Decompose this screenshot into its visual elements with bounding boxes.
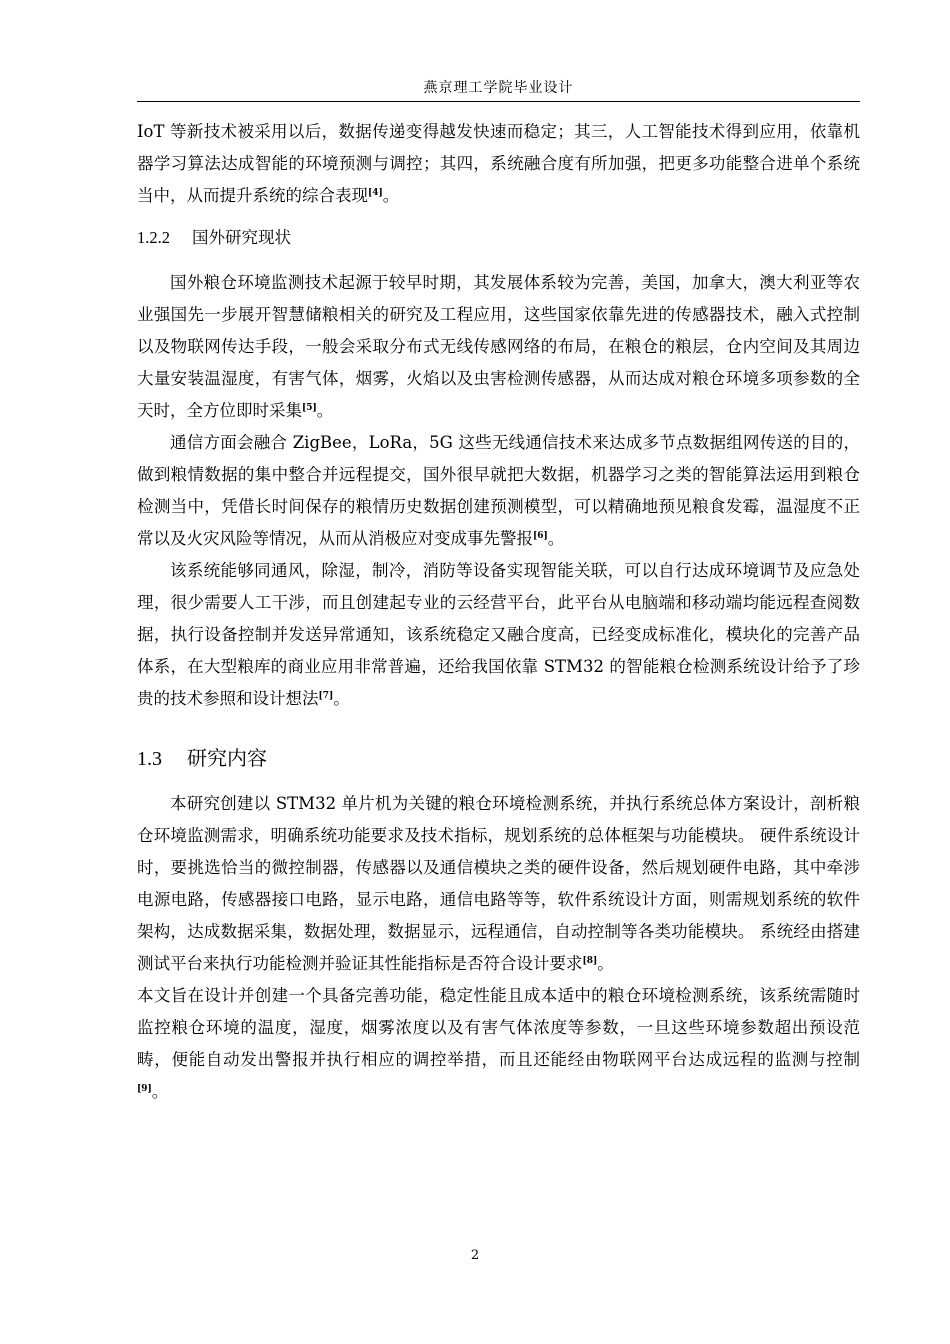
paragraph-text: IoT 等新技术被采用以后，数据传递变得越发快速而稳定；其三，人工智能技术得到应用，依靠机器学习算法达成智能的环境预测与调控；其四，系统融合度有所加强，把更多功能整合进单个系统当中，从而提升系统的综合表现 [137, 122, 860, 205]
paragraph-text: 该系统能够同通风，除湿，制冷，消防等设备实现智能关联，可以自行达成环境调节及应急处理，很少需要人工干涉，而且创建起专业的云经营平台，此平台从电脑端和移动端均能远程查阅数据，执行设备控制并发送异常通知，该系统稳定又融合度高，已经变成标准化，模块化的完善产品体系，在大型粮库的商业应用非常普遍，还给我国依靠 STM32 的智能粮仓检测系统设计给予了珍贵的技术参照和设计想法 [137, 561, 860, 708]
paragraph-end: 。 [316, 401, 334, 420]
paragraph-end: 。 [382, 186, 400, 205]
page-header: 燕京理工学院毕业设计 [423, 80, 574, 96]
citation: [4] [368, 188, 383, 198]
citation: [6] [533, 531, 548, 541]
paragraph [137, 555, 860, 715]
header-divider [137, 101, 860, 102]
paragraph-text: 本文旨在设计并创建一个具备完善功能，稳定性能且成本适中的粮仓环境检测系统，该系统需随时监控粮仓环境的温度，湿度，烟雾浓度以及有害气体浓度等参数，一旦这些环境参数超出预设范畴，便能自动发出警报并执行相应的调控举措，而且还能经由物联网平台达成远程的监测与控制 [137, 986, 860, 1069]
paragraph-end: 。 [333, 689, 350, 708]
section-title: 研究内容 [187, 746, 267, 770]
page-number: 2 [470, 1248, 480, 1263]
paragraph-end: 。 [597, 954, 614, 973]
paragraph [137, 788, 860, 980]
section-number: 1.3 [137, 748, 162, 770]
section-heading-1-3 [137, 743, 860, 774]
document-body [137, 116, 860, 1108]
section-heading-1-2-2 [137, 226, 860, 250]
paragraph [137, 427, 860, 555]
section-number: 1.2.2 [137, 228, 170, 247]
section-title: 国外研究现状 [192, 228, 291, 247]
citation: [9] [137, 1084, 152, 1094]
paragraph-end: 。 [151, 1082, 169, 1101]
paragraph-text: 国外粮仓环境监测技术起源于较早时期，其发展体系较为完善，美国，加拿大，澳大利亚等农业强国先一步展开智慧储粮相关的研究及工程应用，这些国家依靠先进的传感器技术，融入式控制以及物联网传达手段，一般会采取分布式无线传感网络的布局，在粮仓的粮层，仓内空间及其周边大量安装温湿度，有害气体，烟雾，火焰以及虫害检测传感器，从而达成对粮仓环境多项参数的全天时，全方位即时采集 [137, 273, 860, 420]
paragraph-text: 本研究创建以 STM32 单片机为关键的粮仓环境检测系统，并执行系统总体方案设计，剖析粮仓环境监测需求，明确系统功能要求及技术指标，规划系统的总体框架与功能模块。 硬件系统设计时，要挑选恰当的微控制器，传感器以及通信模块之类的硬件设备，然后规划硬件电路，其中牵涉电源电路，传感器接口电路，显示电路，通信电路等等，软件系统设计方面，则需规划系统的软件架构，达成数据采集，数据处理，数据显示，远程通信，自动控制等各类功能模块。 系统经由搭建测试平台来执行功能检测并验证其性能指标是否符合设计要求 [137, 794, 860, 973]
paragraph-end: 。 [547, 529, 565, 548]
citation: [5] [302, 403, 317, 413]
citation: [7] [318, 691, 334, 701]
paragraph [137, 980, 860, 1108]
paragraph-text: 通信方面会融合 ZigBee，LoRa，5G 这些无线通信技术来达成多节点数据组网传送的目的，做到粮情数据的集中整合并远程提交，国外很早就把大数据，机器学习之类的智能算法运用到粮仓检测当中，凭借长时间保存的粮情历史数据创建预测模型，可以精确地预见粮食发霉，温湿度不正常以及火灾风险等情况，从而从消极应对变成事先警报 [137, 433, 860, 548]
paragraph-continuation [137, 116, 860, 212]
paragraph [137, 267, 860, 427]
citation: [8] [582, 956, 598, 966]
